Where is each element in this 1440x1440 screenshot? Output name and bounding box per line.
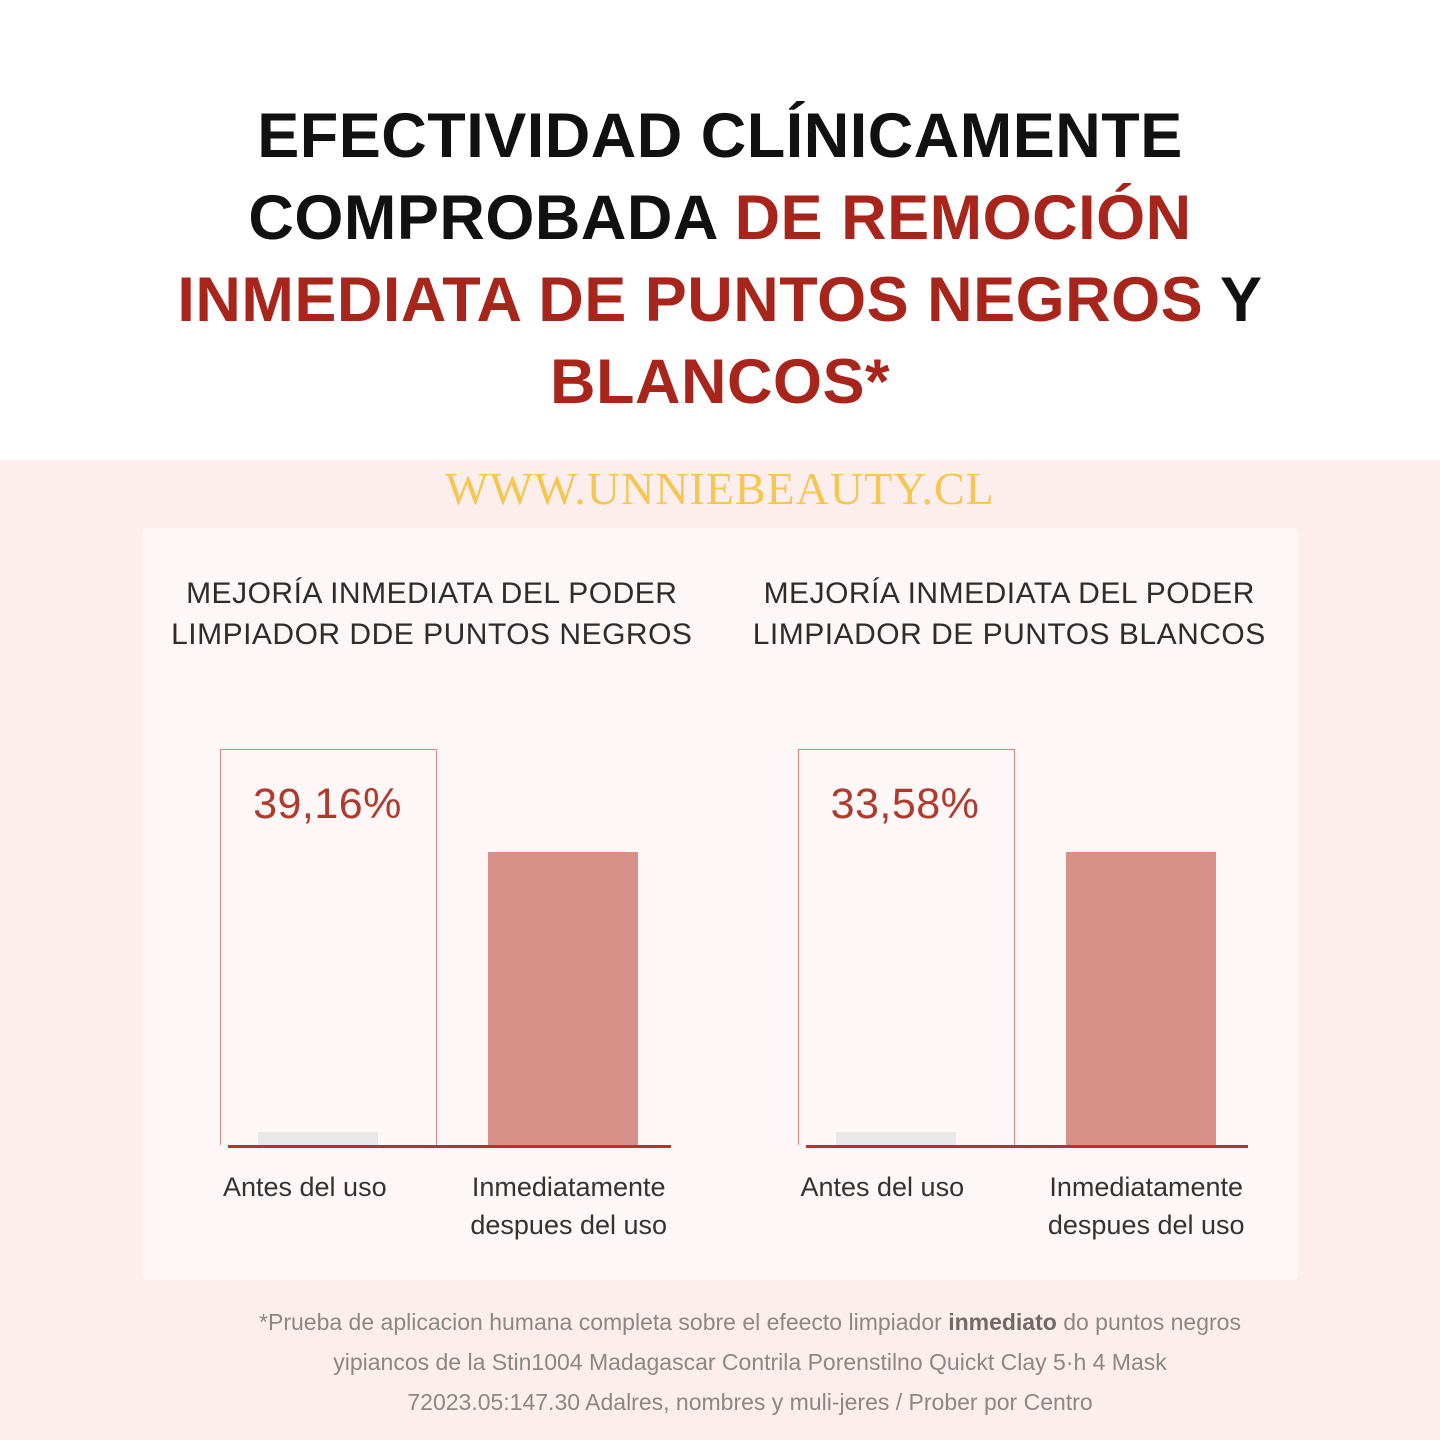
- x-label-after-whiteheads: Inmediatamente despues del uso: [1047, 1172, 1245, 1240]
- chart-panel-blackheads: [143, 528, 721, 1280]
- headline-line3-black: Y: [1203, 265, 1263, 335]
- chart-panel-whiteheads: [721, 528, 1299, 1280]
- plot-area-blackheads: [203, 728, 681, 1148]
- bar-before-whiteheads: [836, 1132, 956, 1145]
- x-label-before-blackheads: Antes del uso: [222, 1172, 387, 1202]
- value-label-whiteheads: 33,58%: [830, 780, 980, 828]
- axis-line-whiteheads: [806, 1145, 1249, 1148]
- headline-line1: EFECTIVIDAD CLÍNICAMENTE: [257, 101, 1183, 171]
- plot-area-whiteheads: [781, 728, 1259, 1148]
- bar-after-blackheads: [488, 852, 638, 1145]
- x-axis-labels-whiteheads: [761, 1168, 1269, 1244]
- chart-title-blackheads: MEJORÍA INMEDIATA DEL PODER LIMPIADOR DDE PUNTOS NEGROS: [171, 577, 693, 651]
- footnote-part1: *Prueba de aplicacion humana completa sobre el efeecto limpiador: [259, 1309, 949, 1335]
- axis-line-blackheads: [228, 1145, 671, 1148]
- page-title: [70, 95, 1370, 423]
- headline-line2-black: COMPROBADA: [248, 183, 735, 253]
- x-label-after-blackheads: Inmediatamente despues del uso: [470, 1172, 668, 1240]
- value-label-blackheads: 39,16%: [253, 780, 402, 828]
- site-watermark: WWW.UNNIEBEAUTY.CL: [445, 463, 995, 514]
- bar-before-blackheads: [258, 1132, 378, 1145]
- chart-title-whiteheads: MEJORÍA INMEDIATA DEL PODER LIMPIADOR DE PUNTOS BLANCOS: [752, 577, 1266, 651]
- footnote-bold: inmediato: [948, 1309, 1057, 1335]
- x-axis-labels-blackheads: [183, 1168, 691, 1244]
- headline-line4-red: BLANCOS*: [549, 347, 890, 417]
- headline-line3-red: INMEDIATA DE PUNTOS NEGROS: [177, 265, 1204, 335]
- footnote: [250, 1302, 1250, 1422]
- headline-line2-red: DE REMOCIÓN: [734, 183, 1192, 253]
- footnote-part2: do puntos negros yipiancos de la Stin1004 Madagascar Contrila Porenstilno Quickt Clay 5·h 4 Mask 72023.05:147.30 Adalres, nombres y muli-jeres / Prober por Centro: [333, 1309, 1241, 1415]
- x-label-before-whiteheads: Antes del uso: [800, 1172, 965, 1202]
- charts-card: [143, 528, 1298, 1280]
- bar-after-whiteheads: [1066, 852, 1216, 1145]
